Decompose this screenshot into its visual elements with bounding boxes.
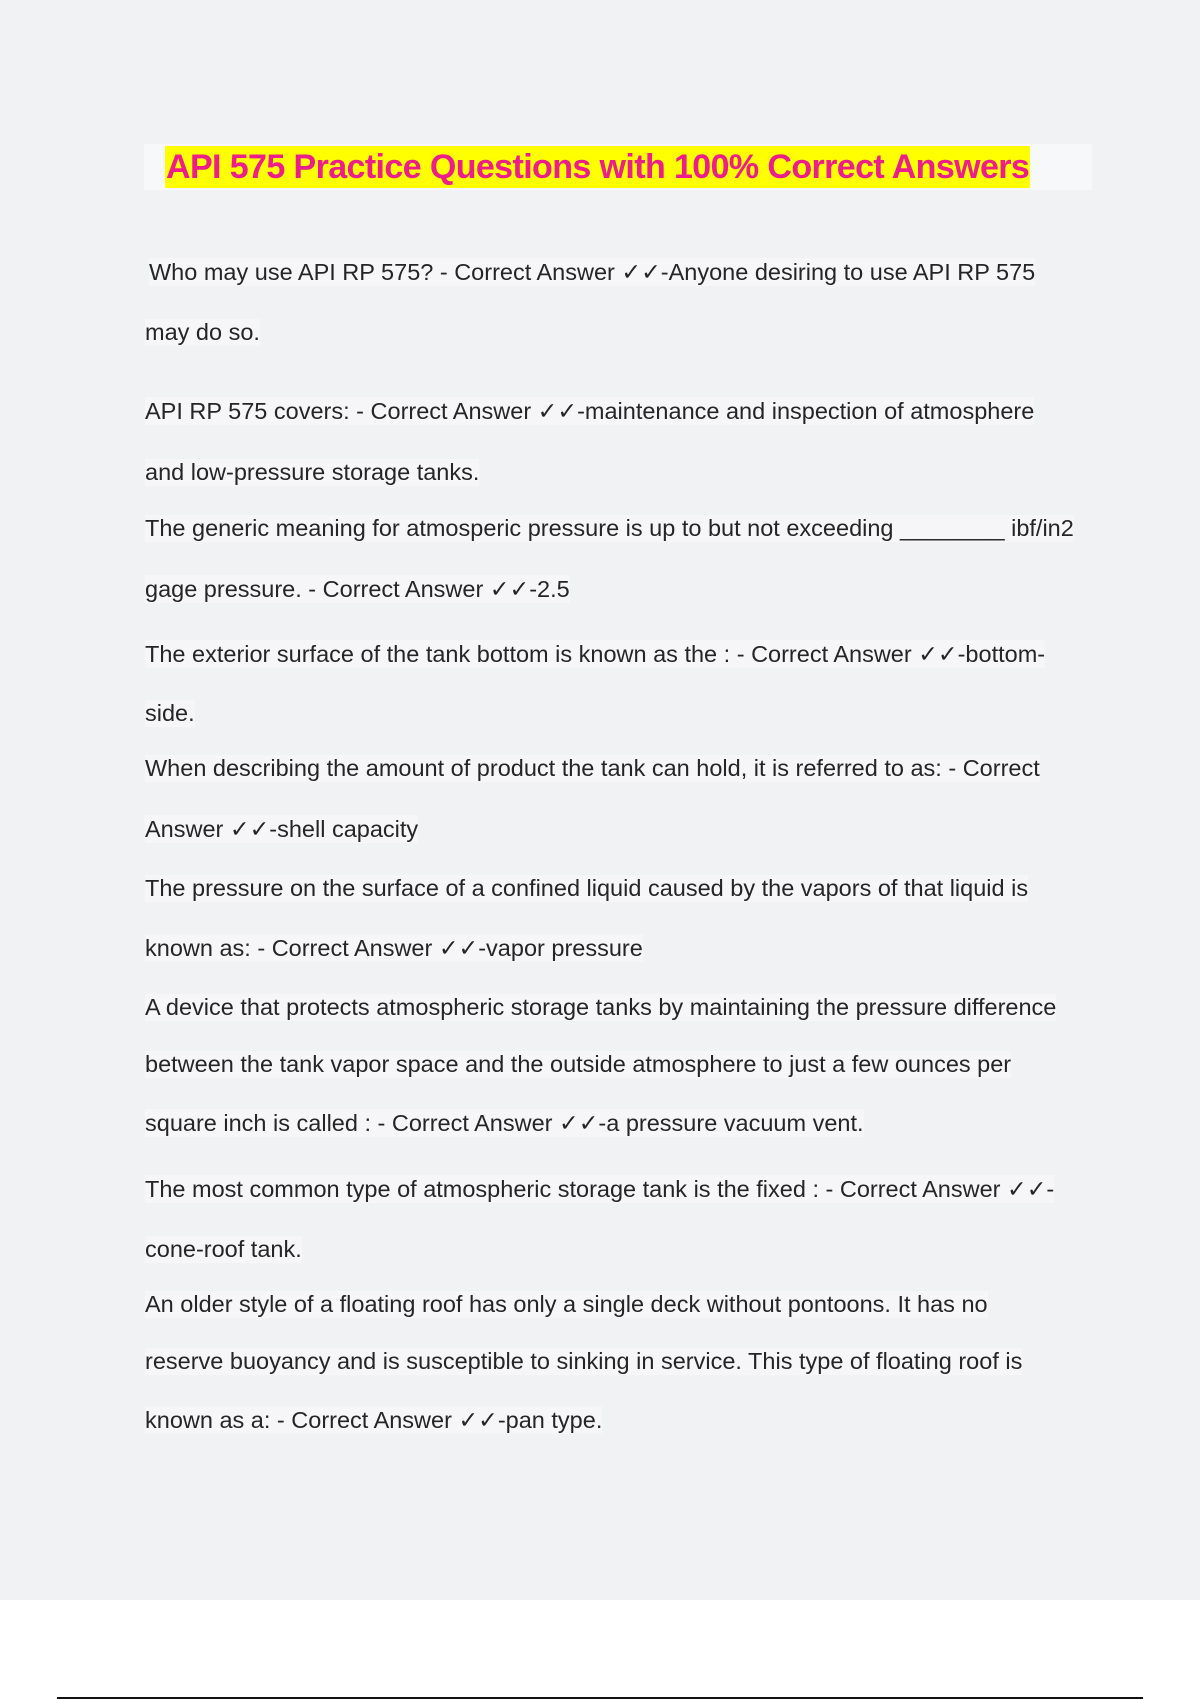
question-line: and low-pressure storage tanks. [145,459,480,485]
question-line: A device that protects atmospheric storage tanks by maintaining the pressure difference [145,994,1057,1020]
question-line: The generic meaning for atmosperic pressure is up to but not exceeding ________ ibf/in2 [145,515,1074,541]
question-line: may do so. [145,319,260,345]
question-line: The exterior surface of the tank bottom is known as the : - Correct Answer ✓✓-bottom- [145,641,1046,667]
question-line: The most common type of atmospheric storage tank is the fixed : - Correct Answer ✓✓- [145,1176,1055,1202]
question-line: An older style of a floating roof has only a single deck without pontoons. It has no [145,1291,988,1317]
question-line: API RP 575 covers: - Correct Answer ✓✓-maintenance and inspection of atmosphere [145,398,1035,424]
question-line: The pressure on the surface of a confined liquid caused by the vapors of that liquid is [145,875,1029,901]
question-line: cone-roof tank. [145,1236,302,1262]
footer-divider [57,1697,1143,1699]
question-line: gage pressure. - Correct Answer ✓✓-2.5 [145,576,570,602]
question-line: between the tank vapor space and the outside atmosphere to just a few ounces per [145,1051,1012,1077]
question-line: Who may use API RP 575? - Correct Answer ✓✓-Anyone desiring to use API RP 575 [149,259,1036,285]
document-title: API 575 Practice Questions with 100% Correct Answers [166,148,1030,186]
question-line: side. [145,700,195,726]
question-line: Answer ✓✓-shell capacity [145,816,419,842]
question-line: square inch is called : - Correct Answer ✓✓-a pressure vacuum vent. [145,1110,864,1136]
question-line: reserve buoyancy and is susceptible to sinking in service. This type of floating roof is [145,1348,1023,1374]
question-line: known as a: - Correct Answer ✓✓-pan type. [145,1407,603,1433]
question-line: When describing the amount of product the tank can hold, it is referred to as: - Correct [145,755,1040,781]
question-line: known as: - Correct Answer ✓✓-vapor pressure [145,935,643,961]
